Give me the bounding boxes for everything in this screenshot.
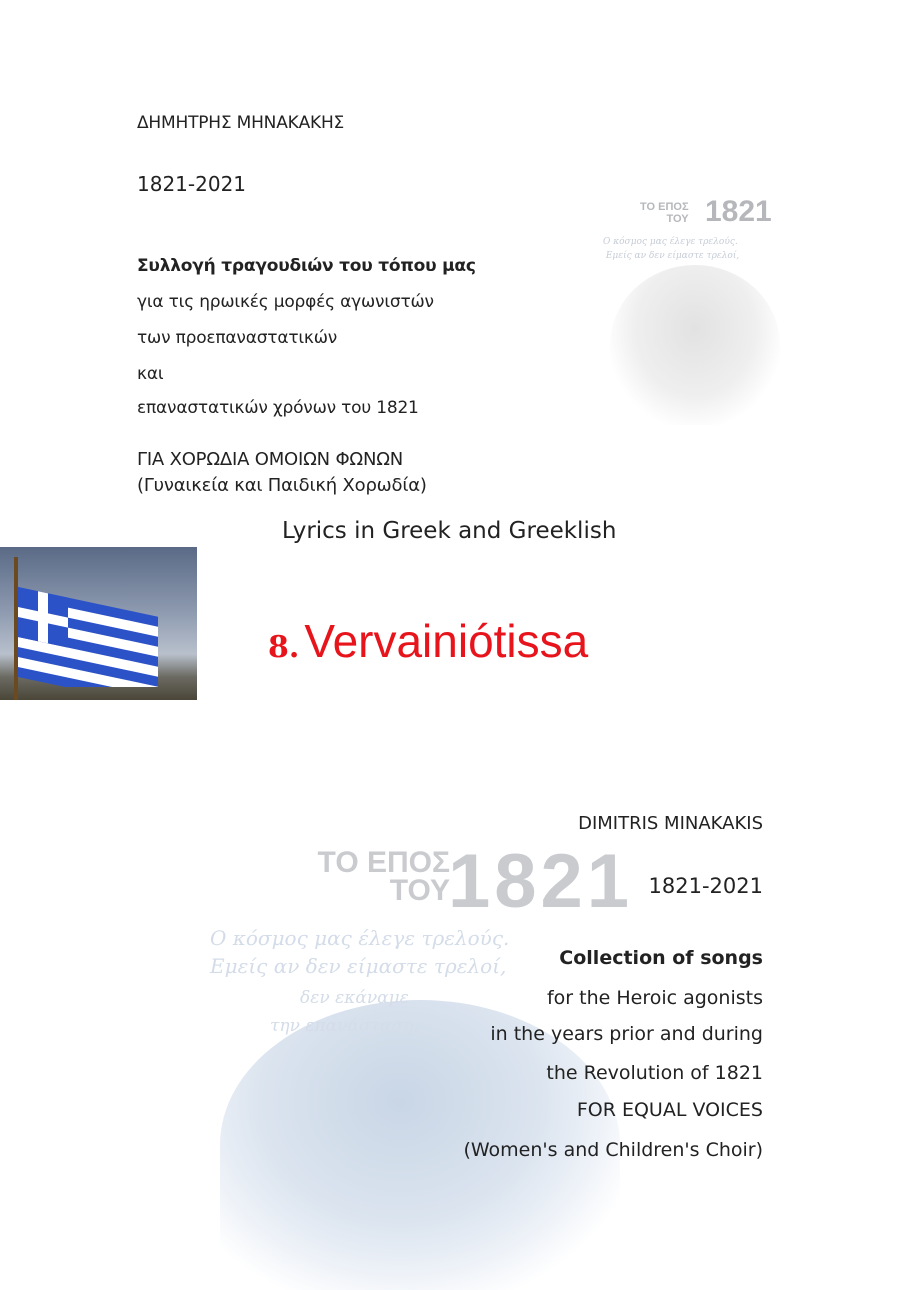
greek-choir: ΓΙΑ ΧΟΡΩΔΙΑ ΟΜΟΙΩΝ ΦΩΝΩΝ [137,449,404,470]
watermark-quote-line: δεν εκάναμε [300,988,409,1008]
watermark-title-a: ΤΟ ΕΠΟΣ [317,846,450,879]
flag-icon [18,587,163,687]
song-number: 8. [268,630,300,665]
greek-years: 1821-2021 [137,172,247,196]
epic-1821-watermark-large [200,830,660,1272]
greek-line: για τις ηρωικές μορφές αγωνιστών [137,292,434,312]
english-line: the Revolution of 1821 [546,1062,763,1084]
epic-1821-watermark-small: ΤΟ ΕΠΟΣ ΤΟΥ 1821 Ο κόσμος μας έλεγε τρελούς. Εμείς αν δεν είμαστε τρελοί, [595,195,795,430]
lyrics-note: Lyrics in Greek and Greeklish [282,518,617,544]
watermark-year: 1821 [448,839,634,924]
greek-choir-sub: (Γυναικεία και Παιδική Χορωδία) [137,475,427,496]
greek-author: ΔΗΜΗΤΡΗΣ ΜΗΝΑΚΑΚΗΣ [137,113,345,133]
greek-collection-title: Συλλογή τραγουδιών του τόπου μας [137,256,476,276]
english-line: for the Heroic agonists [546,987,763,1009]
greek-flag-image [0,547,197,700]
greek-line: επαναστατικών χρόνων του 1821 [137,398,419,418]
greek-line: των προεπαναστατικών [137,328,338,348]
english-years: 1821-2021 [648,874,763,898]
watermark-title-b: ΤΟΥ [389,874,450,907]
watermark-quote-line: Εμείς αν δεν είμαστε τρελοί, [210,954,507,978]
song-title: Vervainiótissa [304,615,589,667]
english-author: DIMITRIS MINAKAKIS [578,813,763,834]
english-line: (Women's and Children's Choir) [463,1139,763,1161]
greek-line: και [137,364,164,384]
watermark-quote-line: την επανάσταση. [270,1016,419,1036]
english-collection-title: Collection of songs [559,947,763,969]
english-line: FOR EQUAL VOICES [576,1099,763,1121]
portrait-image [610,265,780,425]
song-heading [268,614,588,668]
watermark-quote-line: Ο κόσμος μας έλεγε τρελούς. [210,926,510,950]
english-line: in the years prior and during [490,1023,763,1045]
